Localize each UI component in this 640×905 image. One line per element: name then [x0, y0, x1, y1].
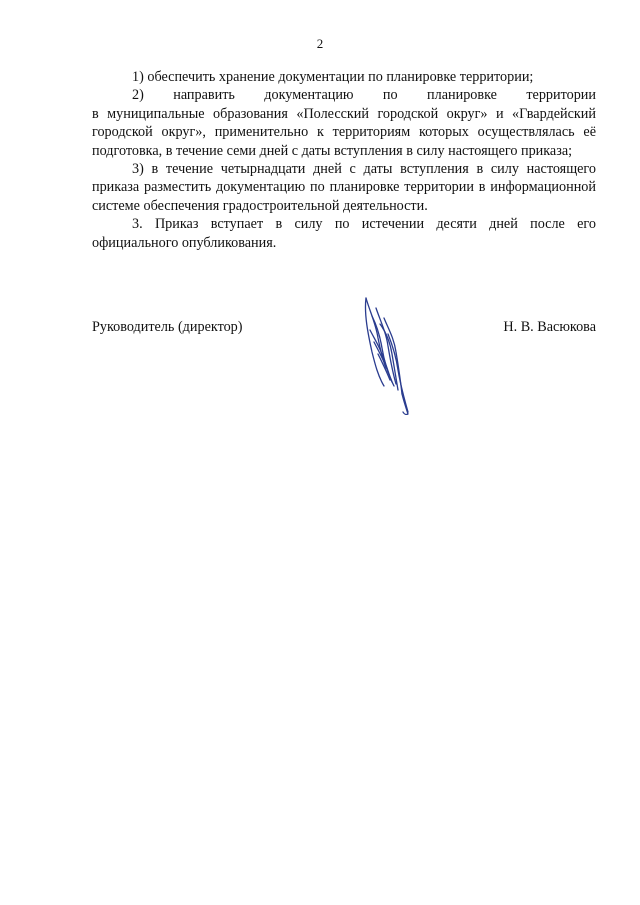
page-number: 2: [316, 36, 324, 51]
paragraph-item-1: 1) обеспечить хранение документации по планировке территории;: [132, 69, 534, 85]
paragraph-effective-date: 3. Приказ вступает в силу по истечении десяти дней после его официального опубликования.: [92, 216, 596, 251]
paragraph-item-2-first-line: 2) направить документацию по планировке территории: [132, 87, 596, 104]
signature-row: [92, 318, 596, 340]
signatory-role: Руководитель (директор): [92, 319, 243, 335]
paragraph-item-2: в муниципальные образования «Полесский городской округ» и «Гвардейский городской округ», применительно к территориям которых осуществлялась её подготовка, в течение семи дней с даты вступления в силу настоящего приказа;: [92, 105, 596, 159]
document-body: [92, 68, 596, 252]
paragraph-item-3: 3) в течение четырнадцати дней с даты вступления в силу настоящего приказа разместить документацию по планировке территории в информационной системе обеспечения градостроительной деятельности.: [92, 161, 596, 214]
handwritten-signature: [358, 294, 422, 418]
signatory-name: Н. В. Васюкова: [503, 319, 596, 335]
